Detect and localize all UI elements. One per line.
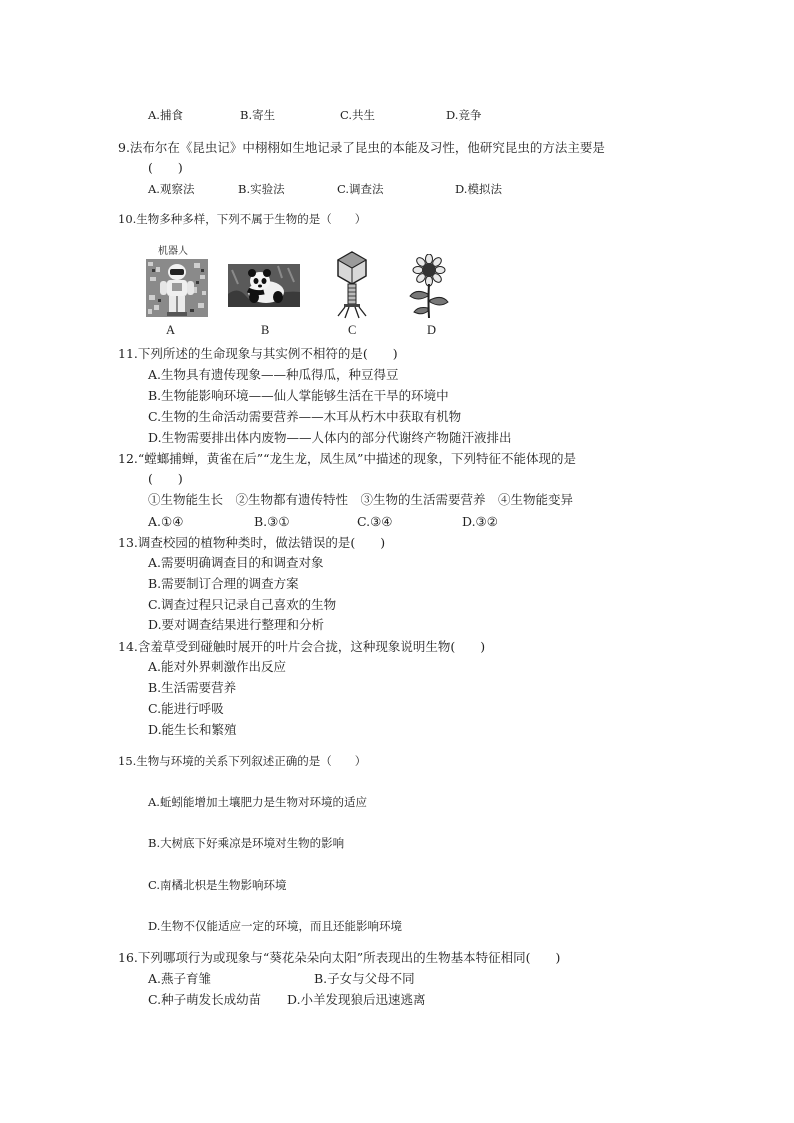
sunflower-icon — [404, 254, 454, 320]
q14-option-b: B.生活需要营养 — [148, 680, 237, 695]
q12-option-d: D.③② — [462, 514, 498, 529]
q11-option-b: B.生物能影响环境——仙人掌能够生活在干旱的环境中 — [148, 388, 449, 403]
q10-label-b: B — [261, 323, 270, 337]
virus-image — [332, 250, 372, 320]
q15-stem: 15.生物与环境的关系下列叙述正确的是（ ） — [118, 754, 367, 768]
q10-label-d: D — [427, 323, 437, 337]
q10-label-a: A — [166, 323, 176, 337]
q15-option-d: D.生物不仅能适应一定的环境，而且还能影响环境 — [148, 919, 402, 933]
virus-icon — [332, 250, 372, 320]
q16-option-c: C.种子萌发长成幼苗 — [148, 992, 262, 1007]
q16-option-b: B.子女与父母不同 — [314, 971, 415, 986]
q11-stem: 11.下列所述的生命现象与其实例不相符的是( ) — [118, 346, 398, 361]
q8-option-d: D.竞争 — [446, 108, 482, 122]
panda-image — [228, 264, 300, 307]
q14-option-a: A.能对外界刺激作出反应 — [148, 659, 287, 674]
q14-option-d: D.能生长和繁殖 — [148, 722, 237, 737]
q12-option-a: A.①④ — [148, 514, 184, 529]
q13-option-c: C.调查过程只记录自己喜欢的生物 — [148, 597, 337, 612]
q9-stem: 9.法布尔在《昆虫记》中栩栩如生地记录了昆虫的本能及习性，他研究昆虫的方法主要是 — [118, 140, 605, 155]
q10-label-c: C — [348, 323, 357, 337]
robot-caption: 机器人 — [158, 246, 188, 257]
q12-statements: ①生物能生长 ②生物都有遗传特性 ③生物的生活需要营养 ④生物能变异 — [148, 492, 574, 507]
q9-paren: ( ) — [148, 160, 183, 175]
q12-option-c: C.③④ — [357, 514, 393, 529]
q13-option-d: D.要对调查结果进行整理和分析 — [148, 617, 325, 632]
robot-icon — [146, 259, 208, 317]
q14-stem: 14.含羞草受到碰触时展开的叶片会合拢，这种现象说明生物( ) — [118, 639, 486, 654]
q9-option-b: B.实验法 — [238, 182, 285, 196]
q16-option-d: D.小羊发现狼后迅速逃离 — [287, 992, 426, 1007]
q8-option-a: A.捕食 — [148, 108, 183, 122]
q9-option-c: C.调查法 — [337, 182, 384, 196]
robot-image — [146, 246, 208, 318]
q8-option-c: C.共生 — [340, 108, 376, 122]
q11-option-d: D.生物需要排出体内废物——人体内的部分代谢终产物随汗液排出 — [148, 430, 512, 445]
panda-icon — [228, 264, 300, 307]
q13-option-b: B.需要制订合理的调查方案 — [148, 576, 299, 591]
q12-paren: ( ) — [148, 471, 183, 486]
q16-stem: 16.下列哪项行为或现象与“葵花朵朵向太阳”所表现出的生物基本特征相同( ) — [118, 950, 561, 965]
q14-option-c: C.能进行呼吸 — [148, 701, 224, 716]
q8-option-b: B.寄生 — [240, 108, 276, 122]
q11-option-c: C.生物的生命活动需要营养——木耳从朽木中获取有机物 — [148, 409, 462, 424]
q11-option-a: A.生物具有遗传现象——种瓜得瓜，种豆得豆 — [148, 367, 399, 382]
q15-option-b: B.大树底下好乘凉是环境对生物的影响 — [148, 836, 345, 850]
q13-stem: 13.调查校园的植物种类时，做法错误的是( ) — [118, 535, 386, 550]
q15-option-a: A.蚯蚓能增加土壤肥力是生物对环境的适应 — [148, 795, 367, 809]
q9-option-a: A.观察法 — [148, 182, 195, 196]
q9-option-d: D.模拟法 — [455, 182, 502, 196]
q12-stem: 12.“螳螂捕蝉，黄雀在后”“龙生龙，凤生凤”中描述的现象，下列特征不能体现的是 — [118, 451, 576, 466]
q15-option-c: C.南橘北枳是生物影响环境 — [148, 878, 287, 892]
q16-option-a: A.燕子育雏 — [148, 971, 212, 986]
sunflower-image — [404, 254, 454, 320]
q12-option-b: B.③① — [254, 514, 290, 529]
q13-option-a: A.需要明确调查目的和调查对象 — [148, 555, 324, 570]
q10-stem: 10.生物多种多样，下列不属于生物的是（ ） — [118, 212, 367, 226]
